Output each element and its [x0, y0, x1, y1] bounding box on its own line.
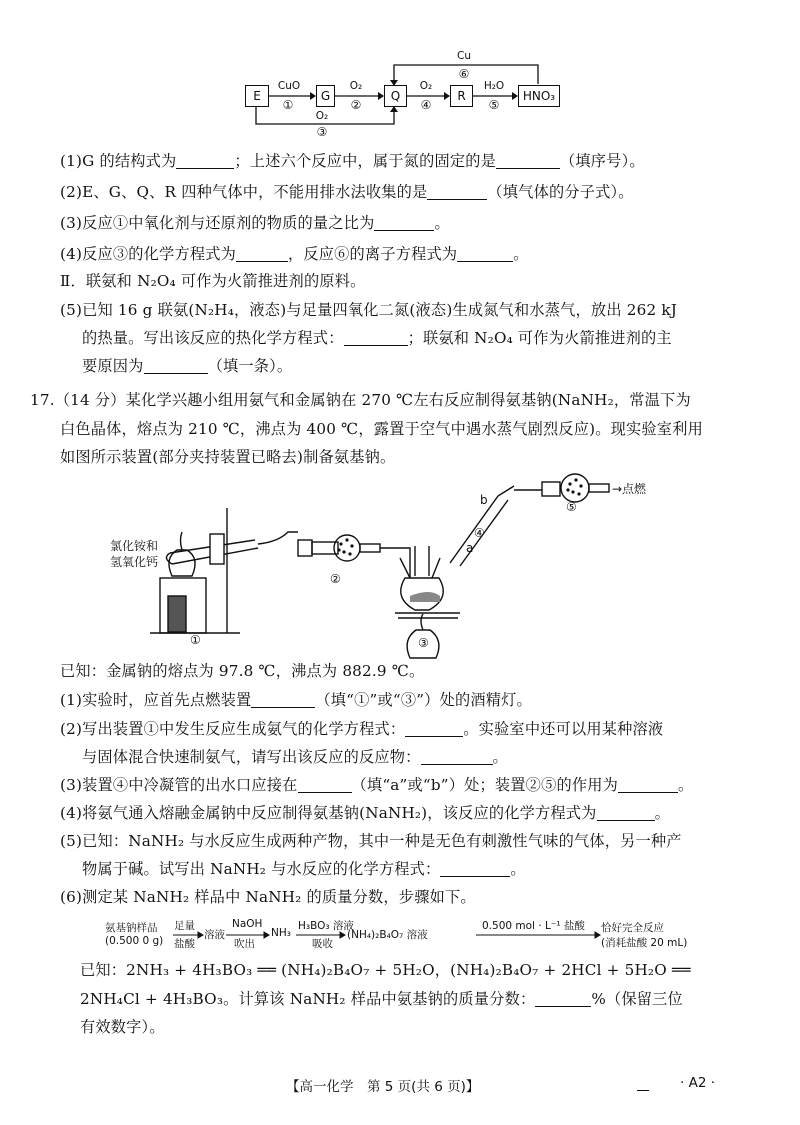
flow-label-cuo: CuO	[277, 80, 301, 92]
apparatus-label-b: b	[480, 493, 488, 507]
question-5-line2	[82, 327, 672, 348]
q17-sub-1	[60, 689, 532, 710]
page-code: · A2 ·	[680, 1075, 715, 1091]
q5-text-b: ；联氨和 N₂O₄ 可作为火箭推进剂的主	[407, 329, 672, 347]
q17-sub-2-line2	[82, 746, 508, 767]
scheme-arrow3-top: H₃BO₃ 溶液	[298, 920, 354, 932]
scheme-arrow3-bottom: 吸收	[312, 938, 333, 950]
answer-blank[interactable]	[374, 215, 434, 231]
q17-sub-5-line1: (5)已知：NaNH₂ 与水反应生成两种产物，其中一种是无色有刺激性气味的气体，另一种产	[60, 832, 682, 850]
apparatus-num-3: ③	[418, 636, 429, 650]
s5-text-a: 物属于碱。试写出 NaNH₂ 与水反应的化学方程式：	[82, 860, 441, 878]
scheme-nh3: NH₃	[271, 927, 291, 939]
flow-box-q: Q	[384, 85, 407, 107]
s3-text-a: (3)装置④中冷凝管的出水口应接在	[60, 776, 298, 794]
question-5-line1: (5)已知 16 g 联氨(N₂H₄，液态)与足量四氧化二氮(液态)生成氮气和水蒸气，放出 262 kJ	[60, 301, 678, 319]
scheme-sample-mass: (0.500 0 g)	[105, 935, 164, 947]
s2-text-d: 。	[492, 748, 508, 766]
scheme-arrow1-top: 足量	[174, 920, 195, 932]
q5-text-d: （填一条）。	[207, 357, 293, 375]
flow-num-6: ⑥	[458, 67, 470, 81]
scheme-sample: 氨基钠样品	[105, 922, 158, 934]
q17-sub-3	[60, 774, 693, 795]
scheme-consumption: (消耗盐酸 20 mL)	[601, 937, 688, 949]
s1-text-a: (1)实验时，应首先点燃装置	[60, 691, 252, 709]
q17-equation-line3: 有效数字）。	[80, 1018, 165, 1036]
question-1	[60, 150, 645, 171]
reagent-label-1: 氯化铵和	[110, 539, 159, 553]
part2-heading: Ⅱ．联氨和 N₂O₄ 可作为火箭推进剂的原料。	[60, 272, 366, 290]
scheme-arrow1-bottom: 盐酸	[174, 938, 195, 950]
q1-text-a: (1)G 的结构式为	[60, 152, 177, 170]
flow-box-hno3: HNO₃	[518, 85, 560, 107]
s3-text-b: （填“a”或“b”）处；装置②⑤的作用为	[351, 776, 619, 794]
flow-num-4: ④	[420, 98, 432, 112]
q17-sub-4	[60, 802, 670, 823]
flow-label-cu: Cu	[457, 50, 471, 62]
scheme-borate: (NH₄)₂B₄O₇ 溶液	[347, 929, 428, 941]
q17-known: 已知：金属钠的熔点为 97.8 ℃，沸点为 882.9 ℃。	[60, 662, 425, 680]
q2-text-a: (2)E、G、Q、R 四种气体中，不能用排水法收集的是	[60, 183, 428, 201]
s3-text-c: 。	[678, 776, 694, 794]
q17-line1: 17.（14 分）某化学兴趣小组用氨气和金属钠在 270 ℃左右反应制得氨基钠(NaNH₂，常温下为	[30, 391, 691, 409]
answer-blank[interactable]	[405, 721, 463, 737]
scheme-arrow2-bottom: 吹出	[234, 938, 255, 950]
flow-label-o2-c: O₂	[315, 110, 329, 122]
flow-num-2: ②	[350, 98, 362, 112]
ignite-label: →点燃	[612, 482, 647, 496]
s2-text-b: 。实验室中还可以用某种溶液	[463, 720, 664, 738]
q17-sub-2-line1	[60, 718, 663, 739]
question-3	[60, 212, 450, 233]
answer-blank[interactable]	[496, 153, 560, 169]
q17-sub-6: (6)测定某 NaNH₂ 样品中 NaNH₂ 的质量分数，步骤如下。	[60, 888, 476, 906]
answer-blank[interactable]	[176, 153, 234, 169]
apparatus-label-a: a	[466, 541, 474, 555]
q5-text-a: 的热量。写出该反应的热化学方程式：	[82, 329, 344, 347]
question-5-line3	[82, 355, 292, 376]
scheme-endpoint: 恰好完全反应	[601, 922, 664, 934]
flow-box-g: G	[316, 85, 335, 107]
question-2	[60, 181, 634, 202]
q17-line3: 如图所示装置(部分夹持装置已略去)制备氨基钠。	[60, 448, 396, 466]
scheme-solution: 溶液	[204, 929, 225, 941]
q1-text-c: （填序号）。	[560, 152, 645, 170]
reagent-label-2: 氢氧化钙	[110, 555, 159, 569]
answer-blank[interactable]	[144, 358, 208, 374]
s5-text-b: 。	[510, 860, 526, 878]
apparatus-num-5: ⑤	[566, 500, 577, 514]
apparatus-num-2: ②	[330, 572, 341, 586]
answer-blank[interactable]	[251, 692, 315, 708]
s2-text-a: (2)写出装置①中发生反应生成氨气的化学方程式：	[60, 720, 406, 738]
footer-mark	[637, 1090, 649, 1091]
flow-num-5: ⑤	[488, 98, 500, 112]
s2-text-c: 与固体混合快速制氨气，请写出该反应的反应物：	[82, 748, 421, 766]
q4-text-a: (4)反应③的化学方程式为	[60, 245, 236, 263]
q5-text-c: 要原因为	[82, 357, 144, 375]
eq2-text-b: %（保留三位	[591, 990, 683, 1008]
answer-blank[interactable]	[344, 330, 408, 346]
flow-label-o2-a: O₂	[349, 80, 363, 92]
answer-blank[interactable]	[298, 777, 352, 793]
flow-arrows	[0, 0, 800, 140]
q17-line2: 白色晶体，熔点为 210 ℃，沸点为 400 ℃，露置于空气中遇水蒸气剧烈反应)。现实验室利用	[60, 420, 703, 438]
apparatus-num-4: ④	[474, 526, 485, 540]
answer-blank[interactable]	[440, 861, 510, 877]
answer-blank[interactable]	[618, 777, 678, 793]
flow-label-h2o: H₂O	[483, 80, 505, 92]
q2-text-b: （填气体的分子式）。	[487, 183, 634, 201]
flow-label-o2-b: O₂	[419, 80, 433, 92]
answer-blank[interactable]	[236, 246, 288, 262]
answer-blank[interactable]	[421, 749, 493, 765]
answer-blank[interactable]	[427, 184, 487, 200]
s1-text-b: （填“①”或“③”）处的酒精灯。	[315, 691, 532, 709]
scheme-arrow2-top: NaOH	[232, 918, 263, 930]
flow-num-1: ①	[282, 98, 294, 112]
q3-text-a: (3)反应①中氧化剂与还原剂的物质的量之比为	[60, 214, 375, 232]
flow-num-3: ③	[316, 125, 328, 139]
q17-equation-line1: 已知：2NH₃ + 4H₃BO₃ ══ (NH₄)₂B₄O₇ + 5H₂O，(NH₄)₂B₄O₇ + 2HCl + 5H₂O ══	[80, 961, 691, 979]
answer-blank[interactable]	[535, 991, 591, 1007]
q4-text-c: 。	[513, 245, 529, 263]
scheme-arrow4-top: 0.500 mol · L⁻¹ 盐酸	[482, 920, 585, 932]
apparatus-num-1: ①	[190, 633, 201, 647]
question-4	[60, 243, 529, 264]
answer-blank[interactable]	[457, 246, 513, 262]
q3-text-b: 。	[434, 214, 450, 232]
page-footer: 【高一化学 第 5 页(共 6 页)】	[286, 1079, 480, 1095]
s4-text-a: (4)将氨气通入熔融金属钠中反应制得氨基钠(NaNH₂)，该反应的化学方程式为	[60, 804, 597, 822]
q1-text-b: ；上述六个反应中，属于氮的固定的是	[234, 152, 497, 170]
flow-box-r: R	[450, 85, 473, 107]
q17-sub-5-line2	[82, 858, 526, 879]
eq2-text-a: 2NH₄Cl + 4H₃BO₃。计算该 NaNH₂ 样品中氨基钠的质量分数：	[80, 990, 536, 1008]
flow-box-e: E	[245, 85, 269, 107]
answer-blank[interactable]	[597, 805, 655, 821]
s4-text-b: 。	[654, 804, 670, 822]
q17-equation-line2	[80, 988, 683, 1009]
q4-text-b: ，反应⑥的离子方程式为	[288, 245, 458, 263]
